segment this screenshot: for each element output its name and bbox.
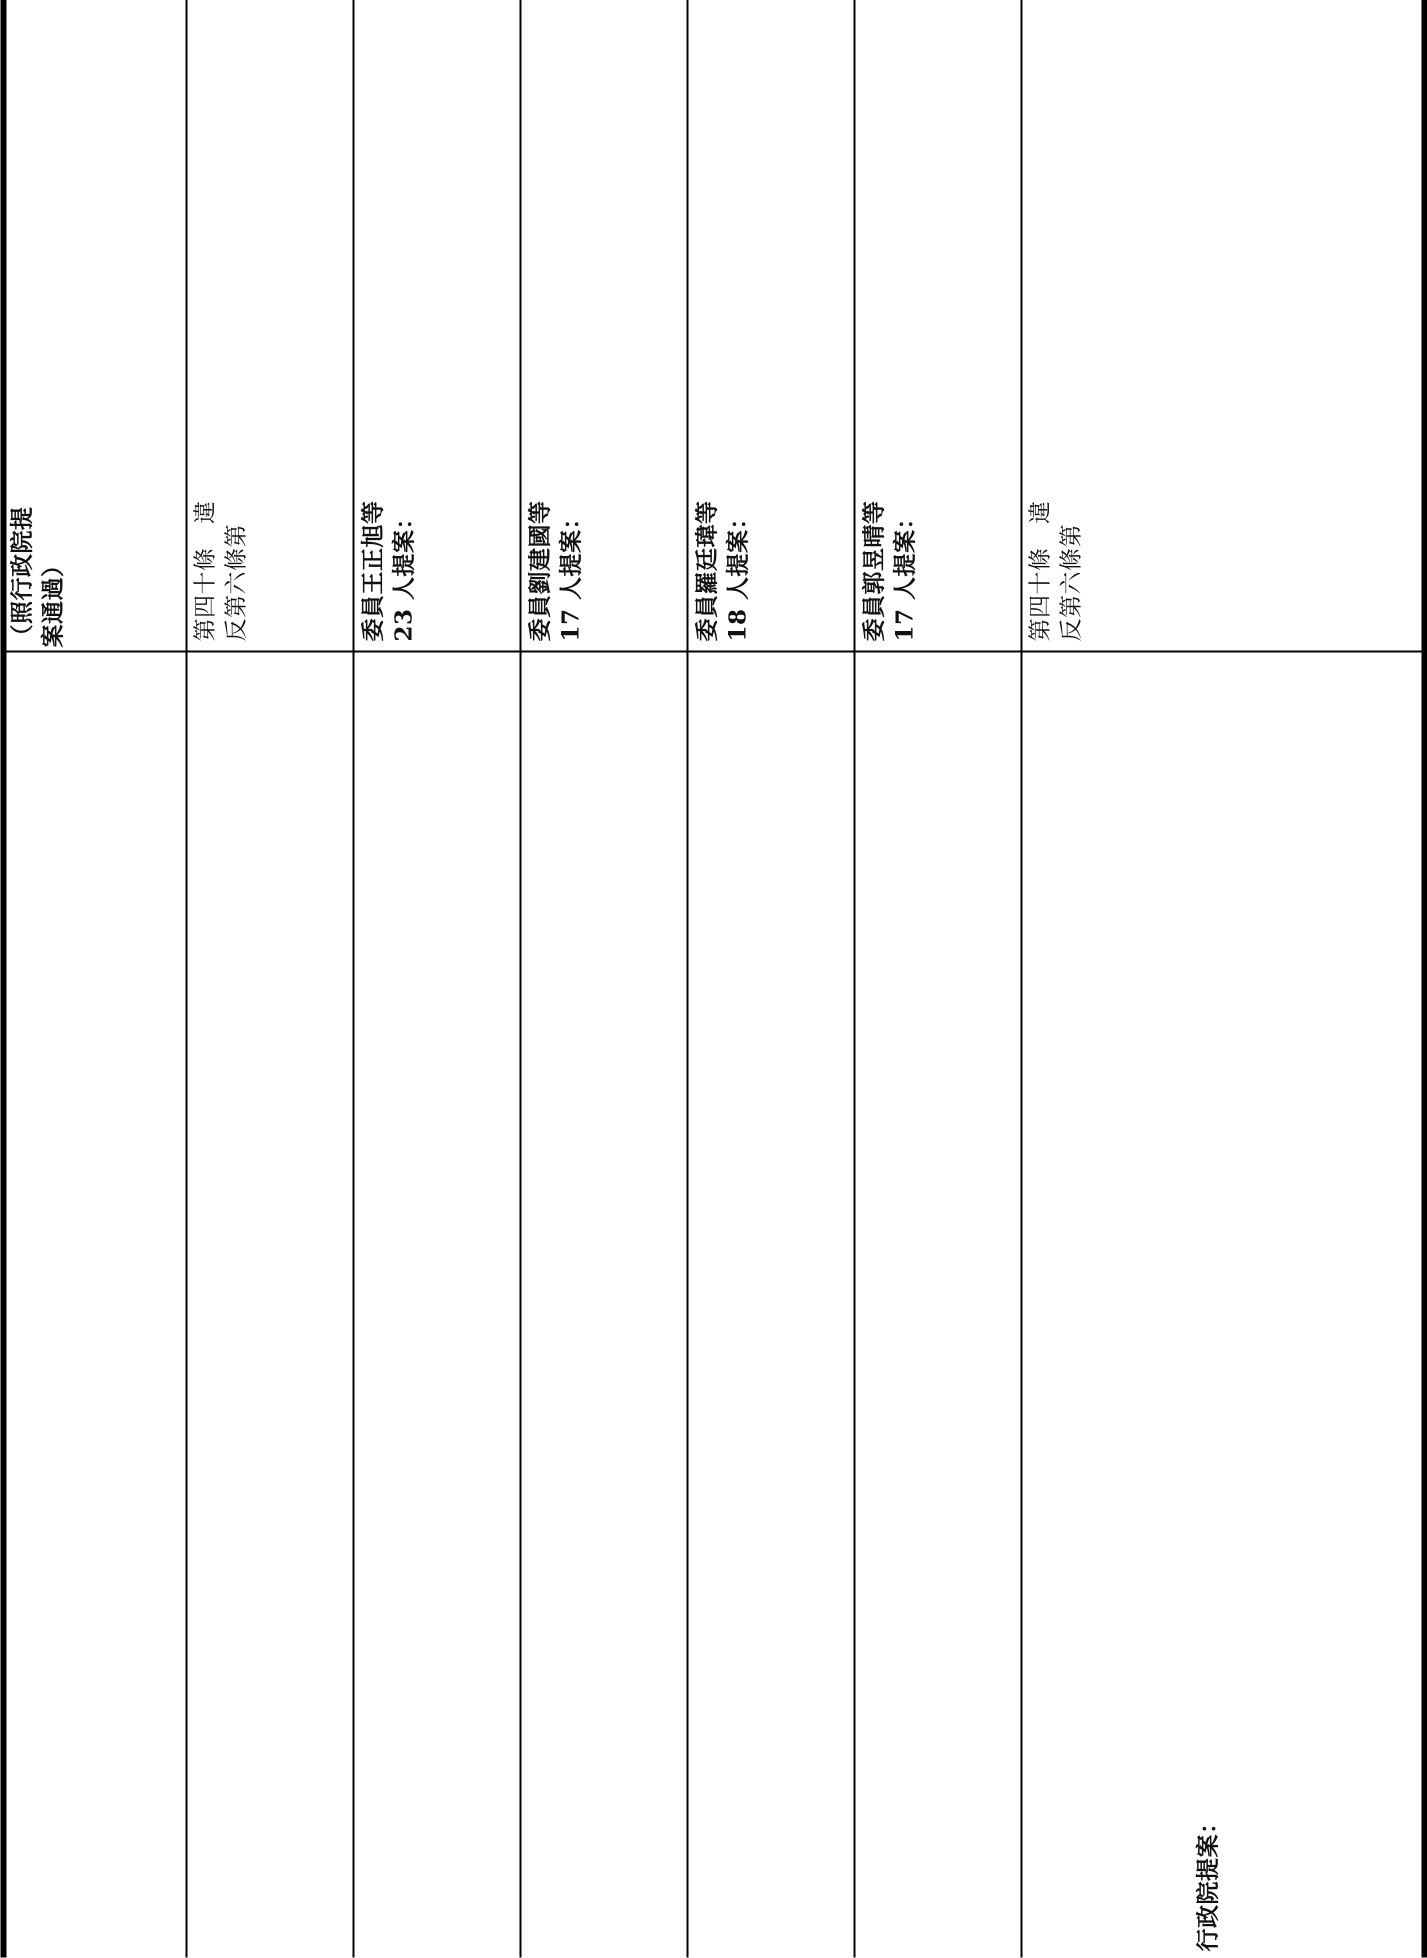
notes-heading: 行政院提案：: [1194, 1810, 1222, 1952]
bottom-border-rule: [1422, 0, 1427, 1958]
c5-title: 委員羅廷瑋等: [693, 500, 721, 642]
row-divider-4: [687, 0, 689, 1958]
column-7-content: [1026, 8, 1186, 648]
column-divider: [1, 651, 1427, 653]
column-5-content: [692, 8, 852, 648]
c4-title: 委員劉建國等: [526, 500, 554, 642]
c1-subtitle: 案通過）: [39, 553, 67, 648]
rotated-document-page: [1, 0, 1427, 1958]
c4-subtitle: 17 人提案：: [557, 505, 585, 642]
c3-title: 委員王正旭等: [359, 500, 387, 642]
notes-area: [1193, 658, 1422, 1958]
c7-line: 反第六條第: [1058, 524, 1085, 642]
row-divider-3: [520, 0, 522, 1958]
c5-subtitle: 18 人提案：: [724, 505, 752, 642]
c6-subtitle: 17 人提案：: [891, 505, 919, 642]
c7-line: 第四十條 違: [1027, 500, 1054, 642]
column-1-content: [7, 0, 186, 1958]
column-4-content: [525, 8, 685, 648]
column-2-content: [191, 8, 351, 648]
c2-line: 反第六條第: [223, 524, 250, 642]
row-divider-6: [1021, 0, 1023, 1958]
c3-subtitle: 23 人提案：: [390, 505, 418, 642]
c6-title: 委員郭昱晴等: [860, 500, 888, 642]
column-3-content: [358, 8, 518, 648]
row-divider-5: [854, 0, 856, 1958]
row-divider-2: [353, 0, 355, 1958]
c2-line: 第四十條 違: [192, 500, 219, 642]
row-divider-1: [186, 0, 188, 1958]
column-6-content: [859, 8, 1019, 648]
c1-title: （照行政院提: [8, 506, 36, 648]
